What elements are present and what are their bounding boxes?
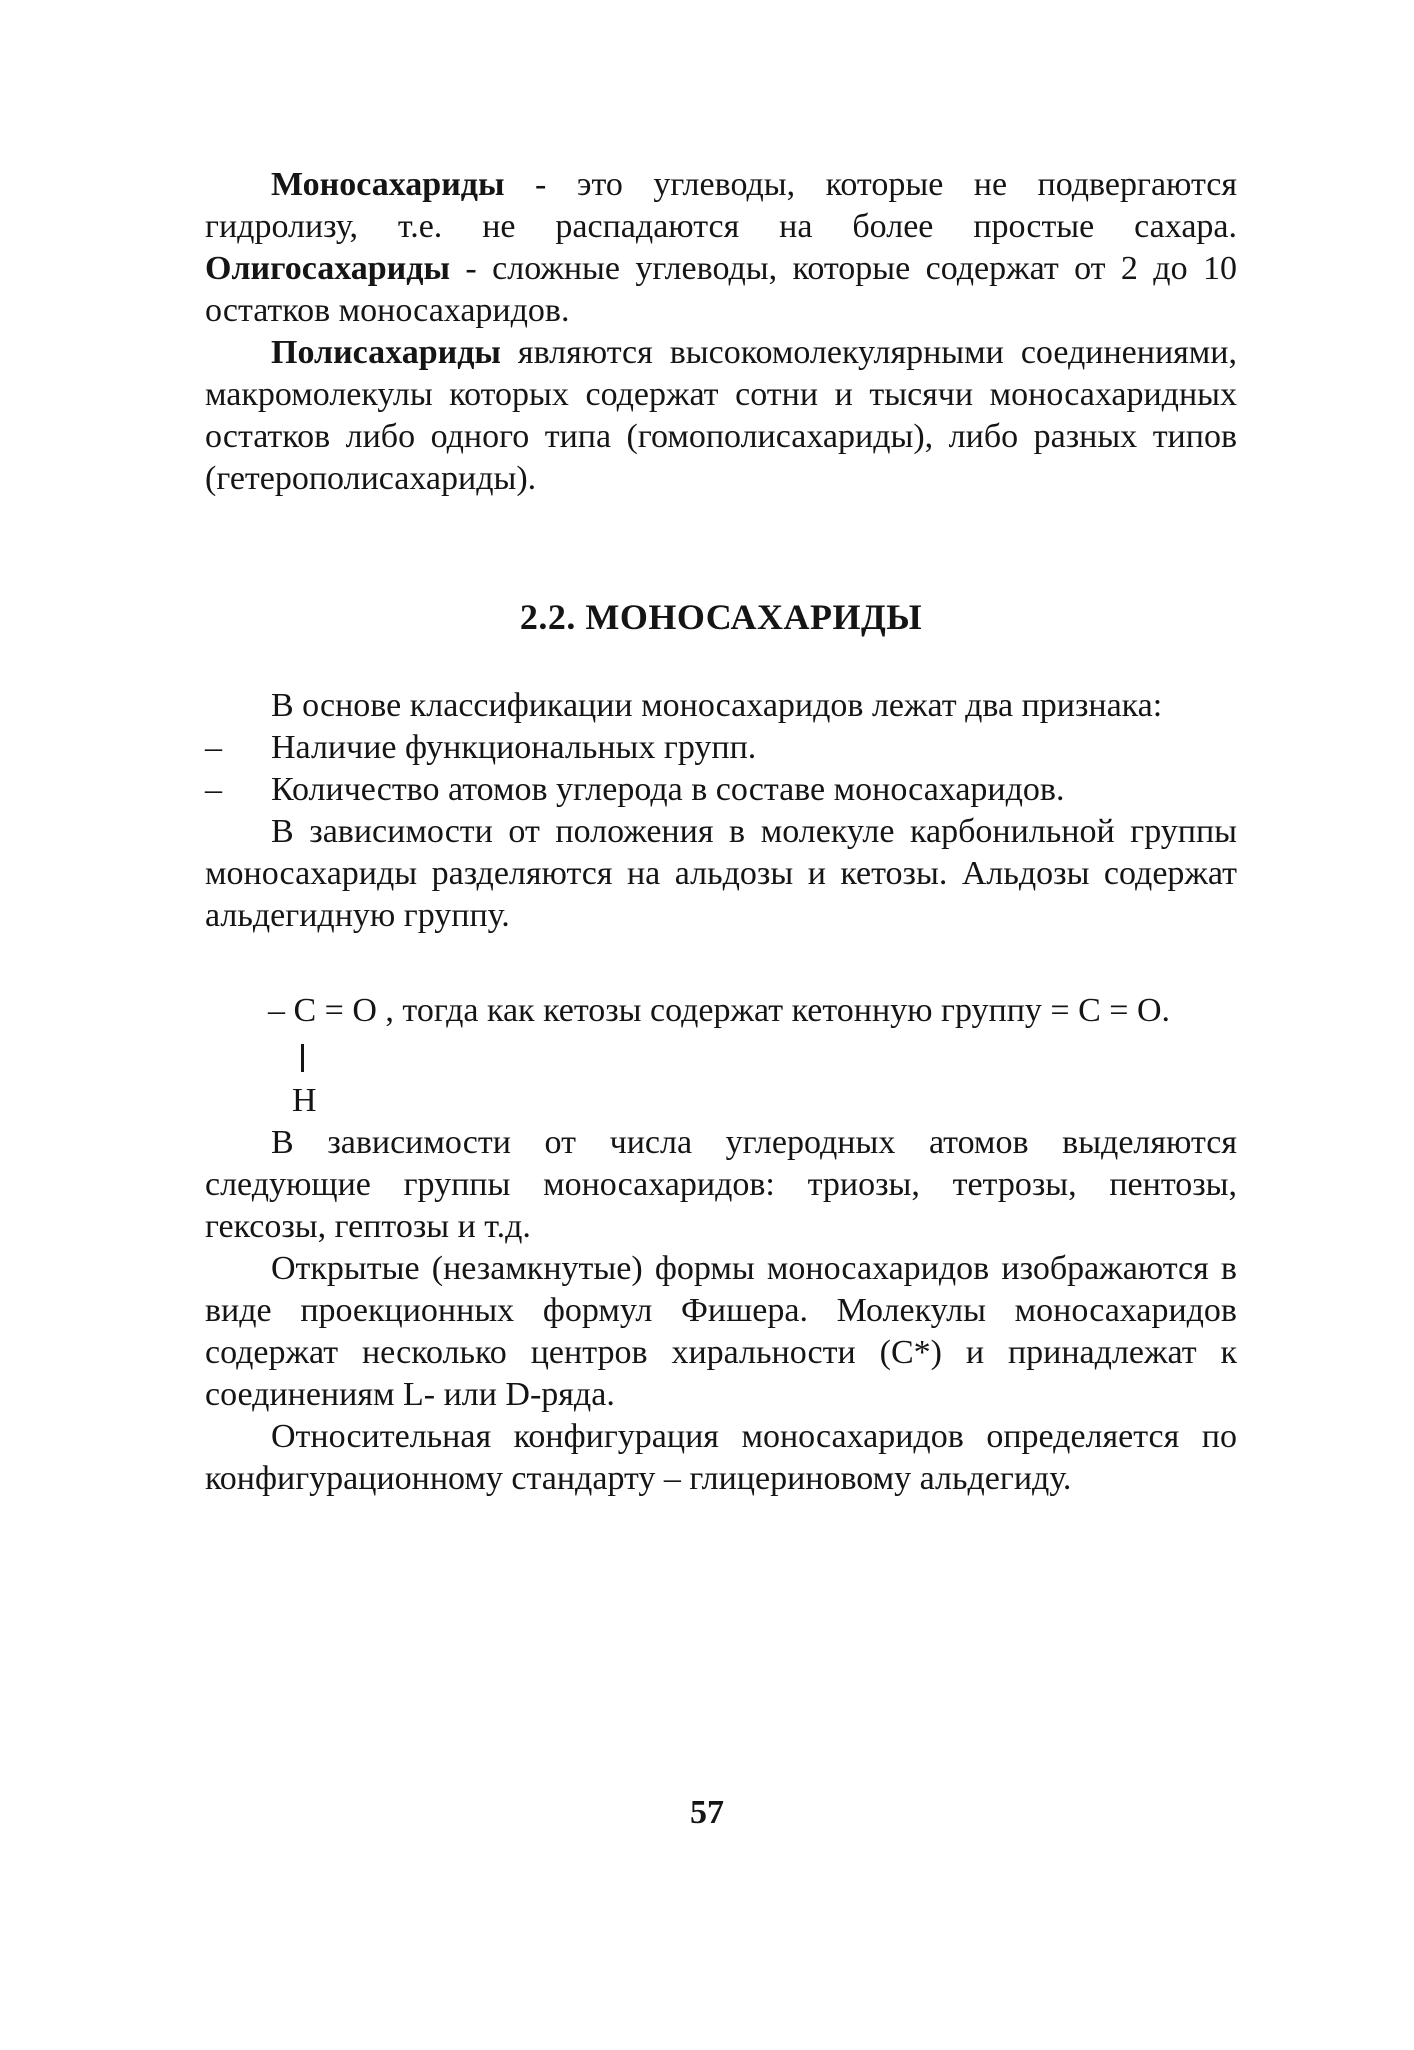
list-marker: – <box>205 771 222 808</box>
intro-block <box>205 164 1237 500</box>
aldehyde-formula-line: – C = O , тогда как кетозы содержат кетонную группу = C = O. <box>268 992 1171 1029</box>
list-item <box>205 727 1237 769</box>
configuration-paragraph: Относительная конфигурация моносахаридов определяется по конфигурационному стандарту – глицериновому альдегиду. <box>205 1418 1237 1497</box>
list-item <box>205 769 1237 811</box>
classification-block <box>205 685 1237 937</box>
page-number: 57 <box>690 1794 724 1831</box>
term-monosaccharides: Моносахариды <box>271 166 505 203</box>
classification-lead: В основе классификации моносахаридов лежат два признака: <box>271 687 1163 724</box>
list-item-text: Количество атомов углерода в составе моносахаридов. <box>271 771 1065 808</box>
section-title: 2.2. МОНОСАХАРИДЫ <box>519 597 923 637</box>
term-polysaccharides: Полисахариды <box>271 334 501 371</box>
formula-bond-line <box>301 1044 304 1072</box>
monosaccharides-definition <box>205 164 1237 332</box>
polysaccharides-definition-text: являются высокомолекулярными соединениями, макромолекулы которых содержат сотни и тысячи моносахаридных остатков либо одного типа (гомополисахариды), либо разных типов (гетерополисахариды). <box>205 334 1237 497</box>
fischer-paragraph: Открытые (незамкнутые) формы моносахаридов изображаются в виде проекционных формул Фишера. Молекулы моносахаридов содержат несколько центров хиральности (С*) и принадлежат к соединениям L- или D-ряда. <box>205 1250 1237 1413</box>
carbon-count-paragraph: В зависимости от числа углеродных атомов выделяются следующие группы моносахаридов: триозы, тетрозы, пентозы, гексозы, гептозы и т.д. <box>205 1124 1237 1245</box>
groups-block <box>205 1122 1237 1500</box>
list-item-text: Наличие функциональных групп. <box>271 729 757 766</box>
oligosaccharides-definition-text: - сложные углеводы, которые содержат от 2 до 10 остатков моносахаридов. <box>205 250 1237 329</box>
monosaccharides-definition-text: - это углеводы, которые не подвергаются гидролизу, т.е. не распадаются на более простые сахара. <box>205 166 1237 245</box>
list-marker: – <box>205 729 222 766</box>
carbonyl-paragraph: В зависимости от положения в молекуле карбонильной группы моносахариды разделяются на альдозы и кетозы. Альдозы содержат альдегидную группу. <box>205 813 1237 934</box>
term-oligosaccharides: Олигосахариды <box>205 250 451 287</box>
formula-hydrogen: H <box>292 1082 317 1119</box>
polysaccharides-definition <box>205 332 1237 500</box>
